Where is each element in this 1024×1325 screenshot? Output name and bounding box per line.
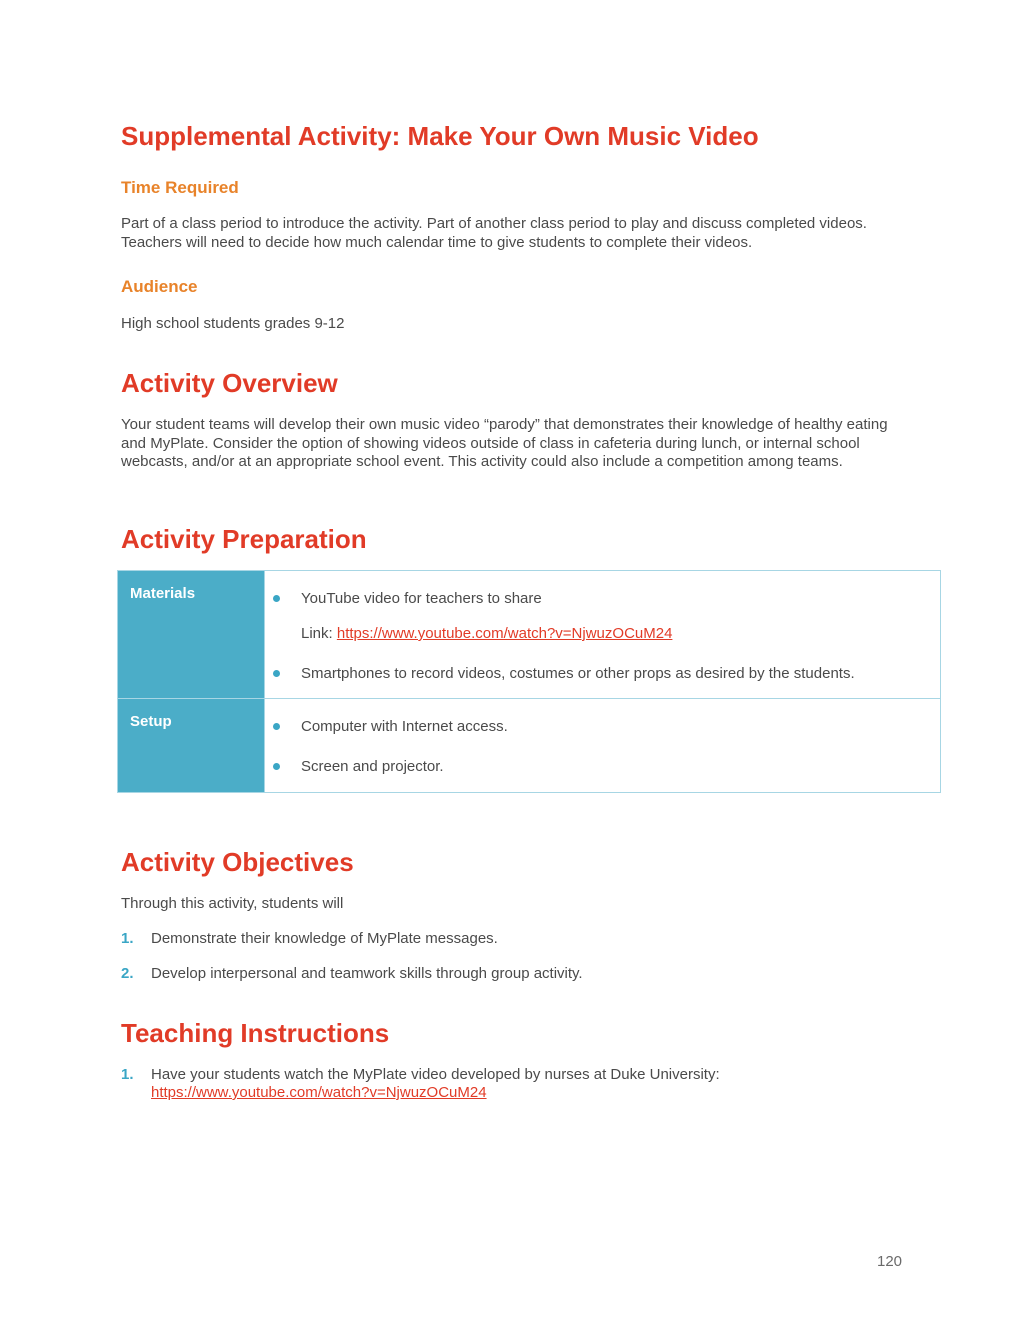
setup-content — [265, 699, 941, 793]
materials-item-2: Smartphones to record videos, costumes or other props as desired by the students. — [265, 665, 940, 683]
instructions-heading: Teaching Instructions — [121, 1018, 390, 1048]
setup-item-2: Screen and projector. — [265, 758, 940, 776]
list-number: 1. — [121, 1066, 134, 1083]
materials-link-prefix: Link: — [301, 625, 337, 642]
bullet-icon — [273, 595, 280, 602]
page-number: 120 — [877, 1253, 903, 1270]
list-text: Demonstrate their knowledge of MyPlate messages. — [151, 930, 498, 947]
list-number: 1. — [121, 930, 134, 947]
bullet-icon — [273, 723, 280, 730]
bullet-icon — [273, 670, 280, 677]
materials-row — [118, 571, 941, 699]
list-text: Have your students watch the MyPlate video developed by nurses at Duke University: — [151, 1066, 720, 1083]
materials-item-1: YouTube video for teachers to share — [265, 590, 940, 608]
materials-youtube-link[interactable]: https://www.youtube.com/watch?v=NjwuzOCuM24 — [336, 625, 673, 642]
instructions-youtube-link[interactable]: https://www.youtube.com/watch?v=NjwuzOCuM24 — [151, 1084, 487, 1101]
materials-content — [265, 571, 941, 699]
objectives-heading: Activity Objectives — [121, 847, 354, 877]
list-number: 2. — [121, 965, 134, 982]
setup-label-cell — [118, 699, 265, 793]
overview-heading: Activity Overview — [121, 368, 338, 398]
page-title: Supplemental Activity: Make Your Own Music Video — [121, 121, 759, 151]
time-required-heading: Time Required — [121, 178, 239, 197]
materials-link-line — [265, 625, 940, 643]
bullet-icon — [273, 763, 280, 770]
preparation-table — [117, 570, 941, 793]
audience-heading: Audience — [121, 277, 198, 296]
setup-row — [118, 699, 941, 793]
setup-label: Setup — [130, 713, 172, 730]
audience-text: High school students grades 9-12 — [121, 315, 345, 332]
setup-item-1: Computer with Internet access. — [265, 718, 940, 736]
materials-label: Materials — [130, 585, 196, 602]
time-required-text: Part of a class period to introduce the activity. Part of another class period to play and discuss completed videos. Teachers will need to decide how much calendar time to give students to complete their videos. — [121, 215, 867, 251]
overview-text: Your student teams will develop their own music video “parody” that demonstrates their knowledge of healthy eating and MyPlate. Consider the option of showing videos outside of class in cafeteria during lunch, or internal school webcasts, and/or at an appropriate school event. This activity could also include a competition among teams. — [121, 416, 888, 470]
objectives-intro: Through this activity, students will — [121, 895, 344, 912]
list-text: Develop interpersonal and teamwork skills through group activity. — [151, 965, 583, 982]
preparation-heading: Activity Preparation — [121, 524, 367, 554]
materials-label-cell — [118, 571, 265, 699]
